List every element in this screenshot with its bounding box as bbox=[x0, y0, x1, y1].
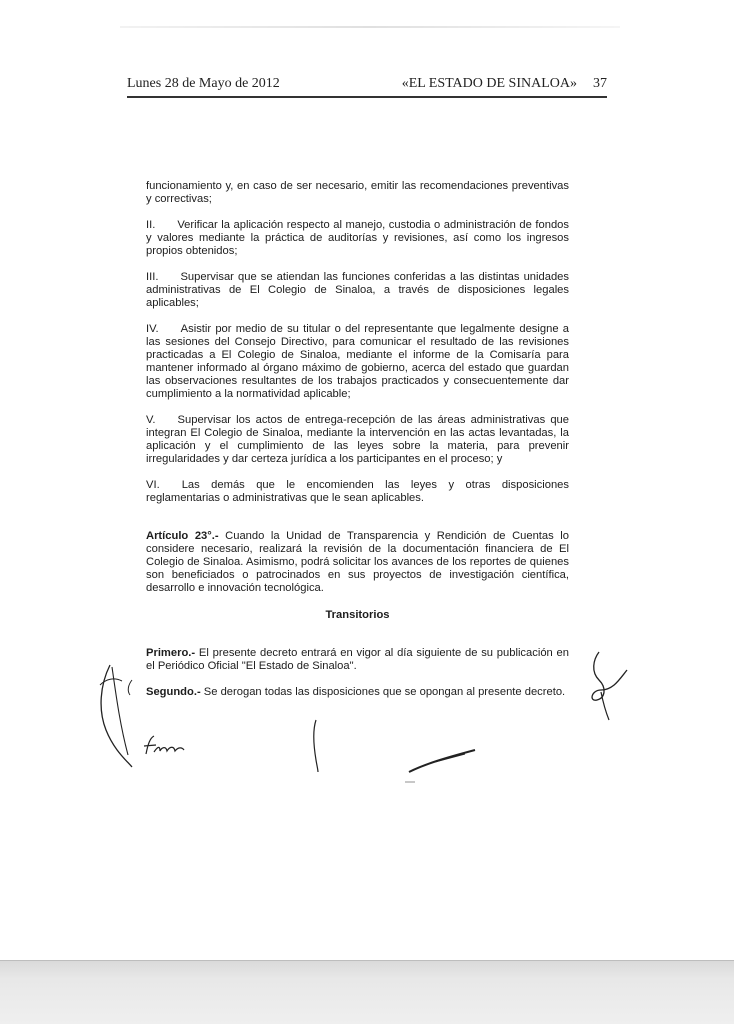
transitorio-text: Se derogan todas las disposiciones que se opongan al presente decreto. bbox=[203, 686, 566, 698]
transitorio-text: El presente decreto entrará en vigor al día siguiente de su publicación en el Periódico Oficial "El Estado de Sinaloa". bbox=[146, 647, 570, 672]
fraction-text: Asistir por medio de su titular o del representante que legalmente designe a las sesiones del Consejo Directivo, para comunicar el resultado de las revisiones practicadas a El Colegio de Sinaloa, mediante el informe de la Comisaría para mantener informado al órgano máximo de gobierno, acerca del estado que guardan las observaciones resultantes de los trabajos practicados y consecuentemente dar cumplimiento a la normatividad aplicable; bbox=[146, 323, 569, 400]
fraction-text: Supervisar que se atiendan las funciones conferidas a las distintas unidades administrativas de El Colegio de Sinaloa, a través de disposiciones legales aplicables; bbox=[146, 271, 569, 309]
fraction-label: IV. bbox=[146, 323, 159, 335]
fraction-text: Las demás que le encomienden las leyes y otras disposiciones reglamentarias o administrativas que le sean aplicables. bbox=[146, 479, 569, 504]
page-header bbox=[127, 76, 607, 96]
transitorio-label: Primero.- bbox=[146, 647, 196, 659]
header-rule bbox=[127, 96, 607, 98]
fraction-iv bbox=[146, 323, 569, 401]
header-date: Lunes 28 de Mayo de 2012 bbox=[127, 76, 280, 91]
document-body bbox=[146, 180, 569, 712]
article-label: Artículo 23°.- bbox=[146, 530, 219, 542]
transitorio-segundo bbox=[146, 686, 569, 699]
scan-bottom-band bbox=[0, 960, 734, 1024]
section-heading-transitorios: Transitorios bbox=[325, 609, 390, 621]
fraction-iii bbox=[146, 271, 569, 310]
article-text: Cuando la Unidad de Transparencia y Rendición de Cuentas lo considere necesario, realizará la revisión de la documentación financiera de El Colegio de Sinaloa. Asimismo, podrá solicitar los avances de los reportes de quienes son beneficiados o patrocinados en sus proyectos de investigación científica, desarrollo e innovación tecnológica. bbox=[146, 530, 569, 594]
header-page-number: 37 bbox=[593, 76, 607, 91]
fraction-v bbox=[146, 414, 569, 466]
paragraph-continuation bbox=[146, 180, 569, 206]
fraction-text: Supervisar los actos de entrega-recepción de las áreas administrativas que integran El Colegio de Sinaloa, mediante la intervención en las actas levantadas, la aplicación y el cumplimiento de las leyes sobre la materia, para prevenir irregularidades y dar certeza jurídica a los participantes en el proceso; y bbox=[146, 414, 569, 465]
signature-dash-stroke bbox=[405, 742, 480, 787]
fraction-label: II. bbox=[146, 219, 156, 231]
fraction-text: Verificar la aplicación respecto al manejo, custodia o administración de fondos y valores mediante la práctica de auditorías y revisiones, así como los ingresos propios obtenidos; bbox=[146, 219, 569, 257]
fraction-label: III. bbox=[146, 271, 159, 283]
article-23 bbox=[146, 530, 569, 595]
paragraph-text: funcionamiento y, en caso de ser necesario, emitir las recomendaciones preventivas y correctivas; bbox=[146, 180, 569, 205]
transitorio-primero bbox=[146, 647, 569, 673]
fraction-ii bbox=[146, 219, 569, 258]
fraction-label: V. bbox=[146, 414, 156, 426]
header-publication: «EL ESTADO DE SINALOA» bbox=[401, 76, 577, 91]
fraction-vi bbox=[146, 479, 569, 505]
transitorio-label: Segundo.- bbox=[146, 686, 201, 698]
signature-right-margin bbox=[585, 650, 635, 725]
scan-artifact-line bbox=[120, 26, 620, 28]
fraction-label: VI. bbox=[146, 479, 160, 491]
signature-initials-fias bbox=[140, 732, 190, 762]
signature-vertical-stroke bbox=[306, 718, 326, 773]
